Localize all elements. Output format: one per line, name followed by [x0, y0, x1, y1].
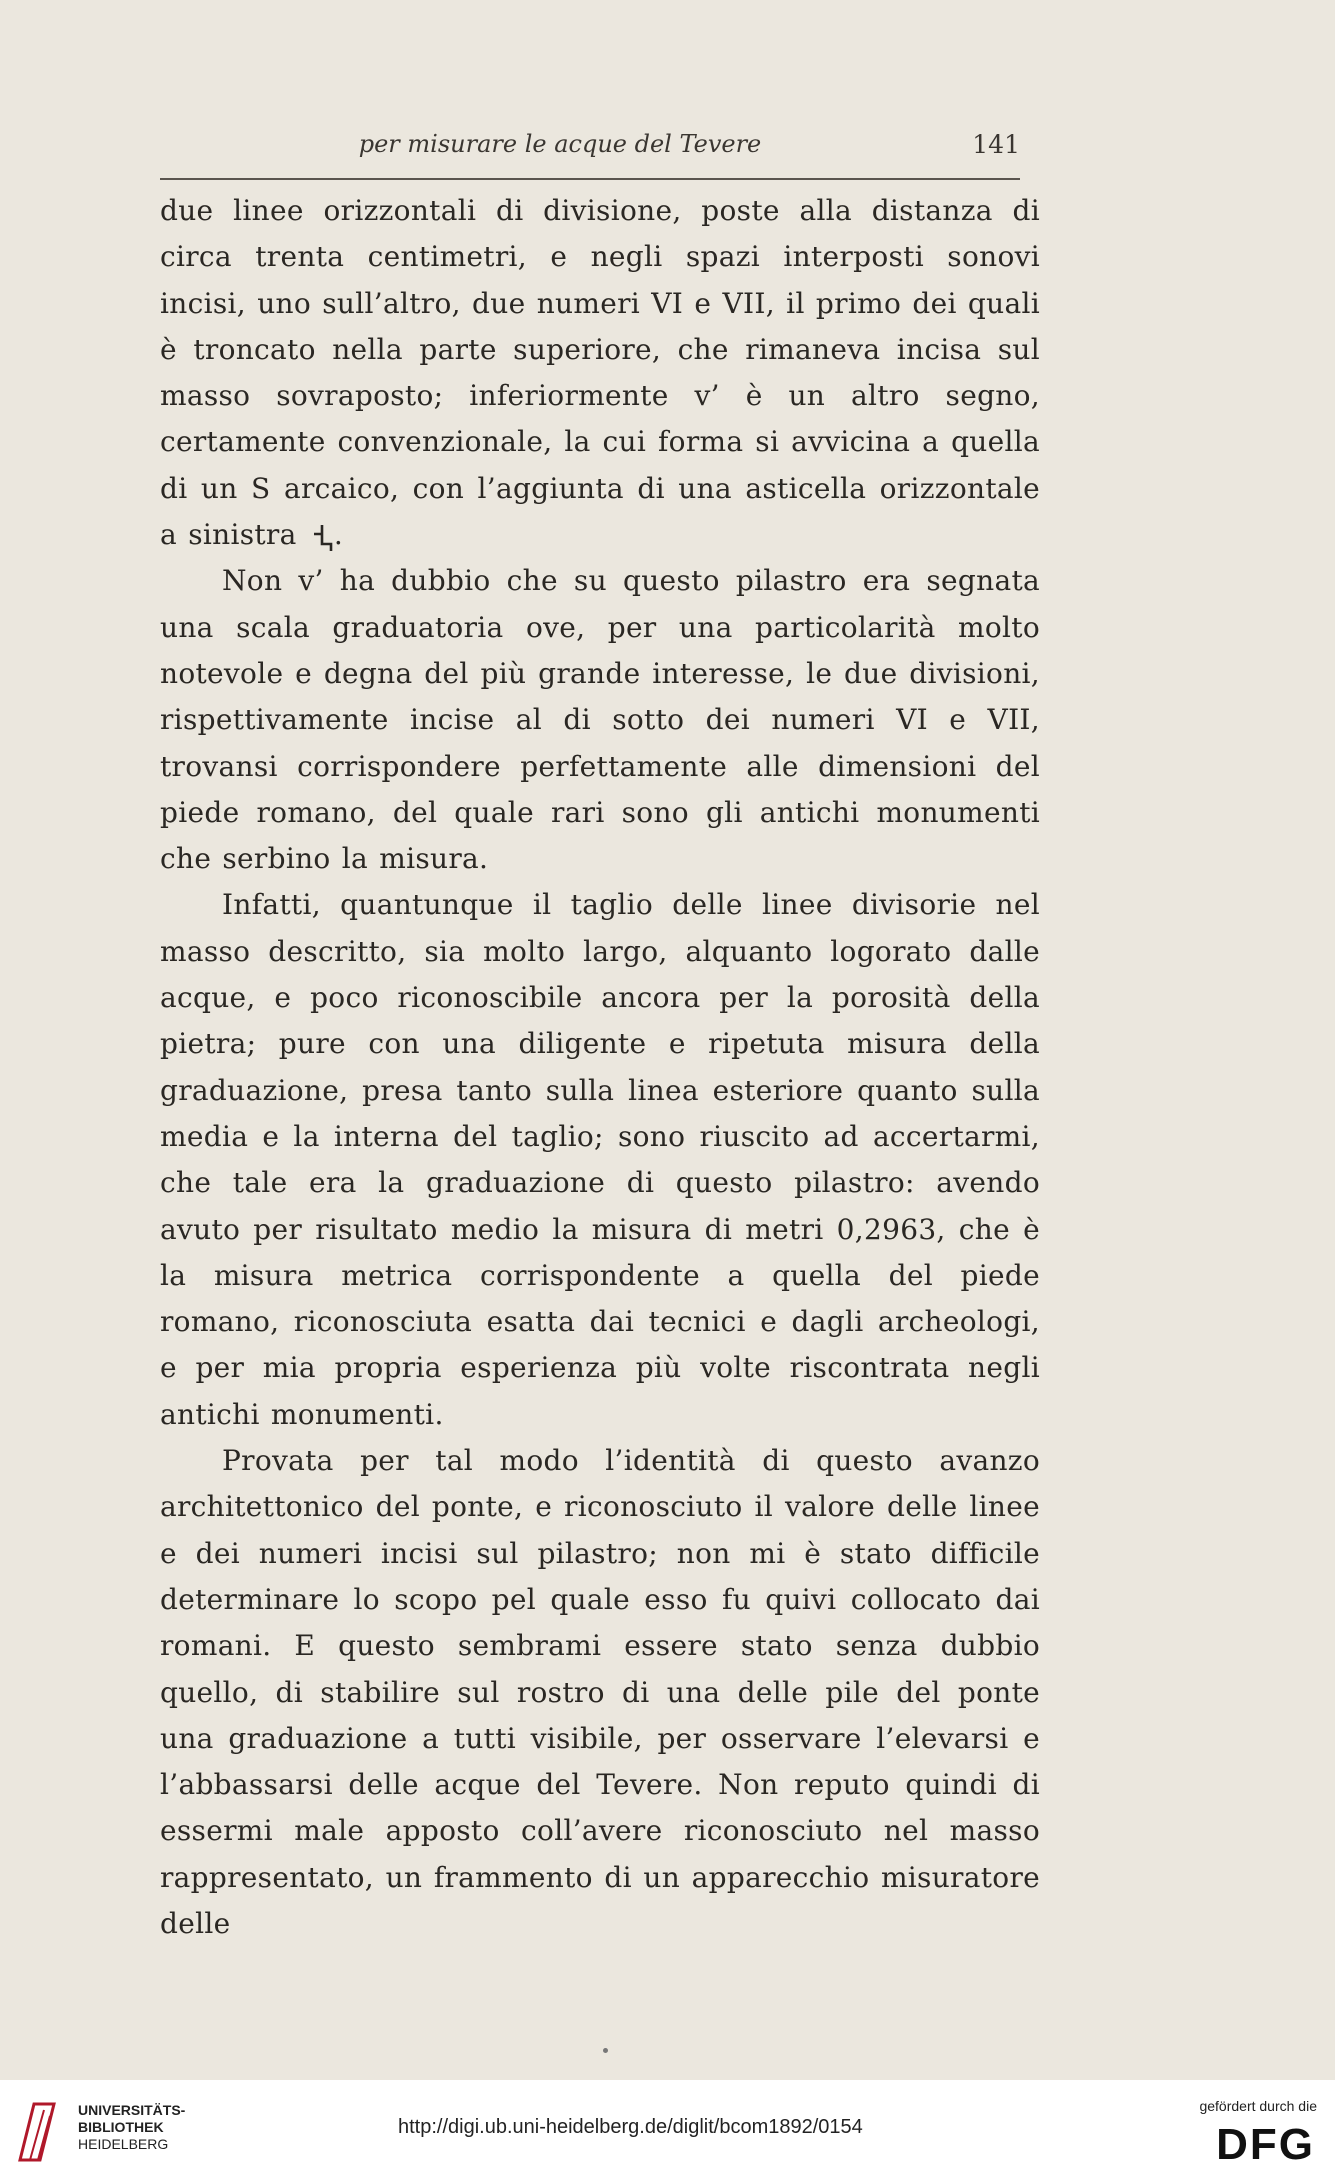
- university-library-logo-icon: [14, 2096, 74, 2166]
- library-line-2: BIBLIOTHEK: [78, 2119, 164, 2135]
- running-title: per misurare le acque del Tevere: [358, 130, 762, 158]
- paragraph-4: Provata per tal modo l’identità di questo avanzo architettonico del ponte, e riconosciuto il valore delle linee e dei numeri incisi sul pilastro; non mi è stato difficile determinare lo scopo pel quale esso fu quivi collocato dai romani. E questo sembrami essere stato senza dubbio quello, di stabilire sul rostro di una delle pile del ponte una graduazione a tutti visibile, per osservare l’elevarsi e l’abbassarsi delle acque del Tevere. Non reputo quindi di essermi male apposto coll’avere riconosciuto nel masso rappresentato, un frammento di un apparecchio misuratore delle: [160, 1444, 1040, 1940]
- header-rule: [160, 178, 1020, 180]
- paragraph-1: [160, 188, 1040, 558]
- paragraph-3: Infatti, quantunque il taglio delle linee divisorie nel masso descritto, sia molto largo, alquanto logorato dalle acque, e poco riconoscibile ancora per la porosità della pietra; pure con una diligente e ripetuta misura della graduazione, presa tanto sulla linea esteriore quanto sulla media e la interna del taglio; sono riuscito ad accertarmi, che tale era la graduazione di questo pilastro: avendo avuto per risultato medio la misura di metri 0,2963, che è la misura metrica corrispondente a quella del piede romano, riconosciuta esatta dai tecnici e dagli archeologi, e per mia propria esperienza più volte riscontrata negli antichi monumenti.: [160, 888, 1040, 1431]
- running-head: [160, 130, 1020, 170]
- archaic-s-mark-icon: [312, 522, 334, 552]
- page-speck: [603, 2048, 608, 2053]
- library-line-1: UNIVERSITÄTS-: [78, 2102, 186, 2118]
- glyph-tail: .: [333, 518, 344, 552]
- page-number: 141: [972, 130, 1020, 159]
- dfg-logo: DFG: [1216, 2120, 1315, 2169]
- body-text: [160, 188, 1040, 1947]
- permalink-url[interactable]: http://digi.ub.uni-heidelberg.de/diglit/bcom1892/0154: [398, 2116, 863, 2138]
- paragraph-1-text: due linee orizzontali di divisione, poste alla distanza di circa trenta centimetri, e negli spazi interposti sonovi incisi, uno sull’altro, due numeri VI e VII, il primo dei quali è troncato nella parte superiore, che rimaneva incisa sul masso sovraposto; inferiormente v’ è un altro segno, certamente convenzionale, la cui forma si avvicina a quella di un S arcaico, con l’aggiunta di una asticella orizzontale a sinistra: [160, 194, 1040, 552]
- footer-bar: [0, 2080, 1335, 2180]
- library-line-3: HEIDELBERG: [78, 2136, 169, 2152]
- funding-caption: gefördert durch die: [1199, 2098, 1317, 2114]
- paragraph-2: Non v’ ha dubbio che su questo pilastro era segnata una scala graduatoria ove, per una particolarità molto notevole e degna del più grande interesse, le due divisioni, rispettivamente incise al di sotto dei numeri VI e VII, trovansi corrispondere perfettamente alle dimensioni del piede romano, del quale rari sono gli antichi monumenti che serbino la misura.: [160, 564, 1040, 876]
- library-name: [78, 2102, 185, 2153]
